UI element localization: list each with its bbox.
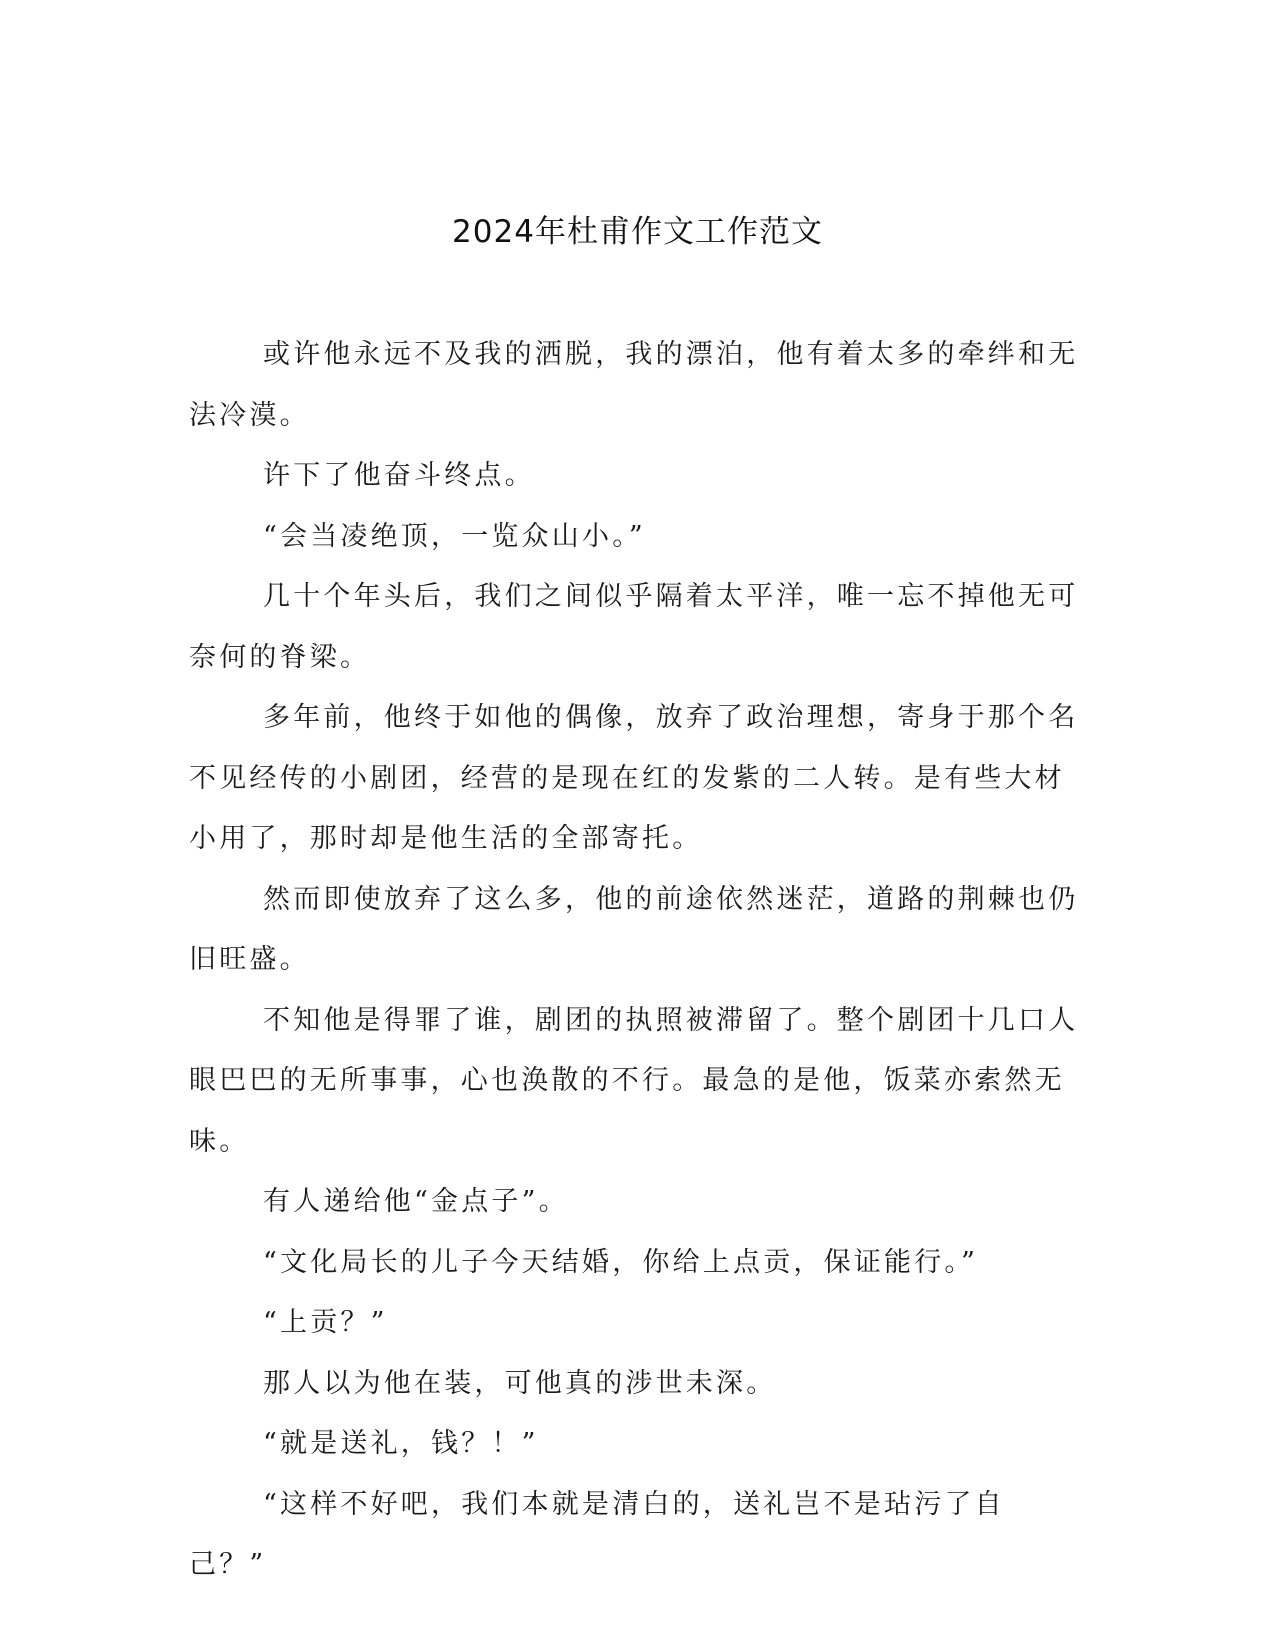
paragraph: 多年前，他终于如他的偶像，放弃了政治理想，寄身于那个名不见经传的小剧团，经营的是现在红的发紫的二人转。是有些大材小用了，那时却是他生活的全部寄托。	[189, 702, 1079, 854]
paragraph: “就是送礼，钱？！”	[263, 1428, 539, 1459]
paragraph: 那人以为他在装，可他真的涉世未深。	[263, 1367, 777, 1399]
paragraph: 有人递给他“金点子”。	[263, 1186, 569, 1217]
paragraph: 许下了他奋斗终点。	[263, 460, 535, 491]
document-title: 2024年杜甫作文工作范文	[452, 214, 823, 250]
document-body	[189, 325, 1079, 1596]
paragraph: 然而即使放弃了这么多，他的前途依然迷茫，道路的荆棘也仍旧旺盛。	[189, 883, 1079, 975]
paragraph: “会当凌绝顶，一览众山小。”	[263, 520, 646, 552]
paragraph: 几十个年头后，我们之间似乎隔着太平洋，唯一忘不掉他无可奈何的脊梁。	[189, 581, 1079, 673]
paragraph: “上贡？”	[263, 1307, 388, 1338]
paragraph: 或许他永远不及我的洒脱，我的漂泊，他有着太多的牵绊和无法冷漠。	[189, 339, 1079, 431]
paragraph: “文化局长的儿子今天结婚，你给上点贡，保证能行。”	[263, 1246, 979, 1278]
paragraph: 不知他是得罪了谁，剧团的执照被滞留了。整个剧团十几口人眼巴巴的无所事事，心也涣散的不行。最急的是他，饭菜亦索然无味。	[189, 1004, 1079, 1157]
paragraph: “这样不好吧，我们本就是清白的，送礼岂不是玷污了自己？”	[189, 1488, 1005, 1580]
